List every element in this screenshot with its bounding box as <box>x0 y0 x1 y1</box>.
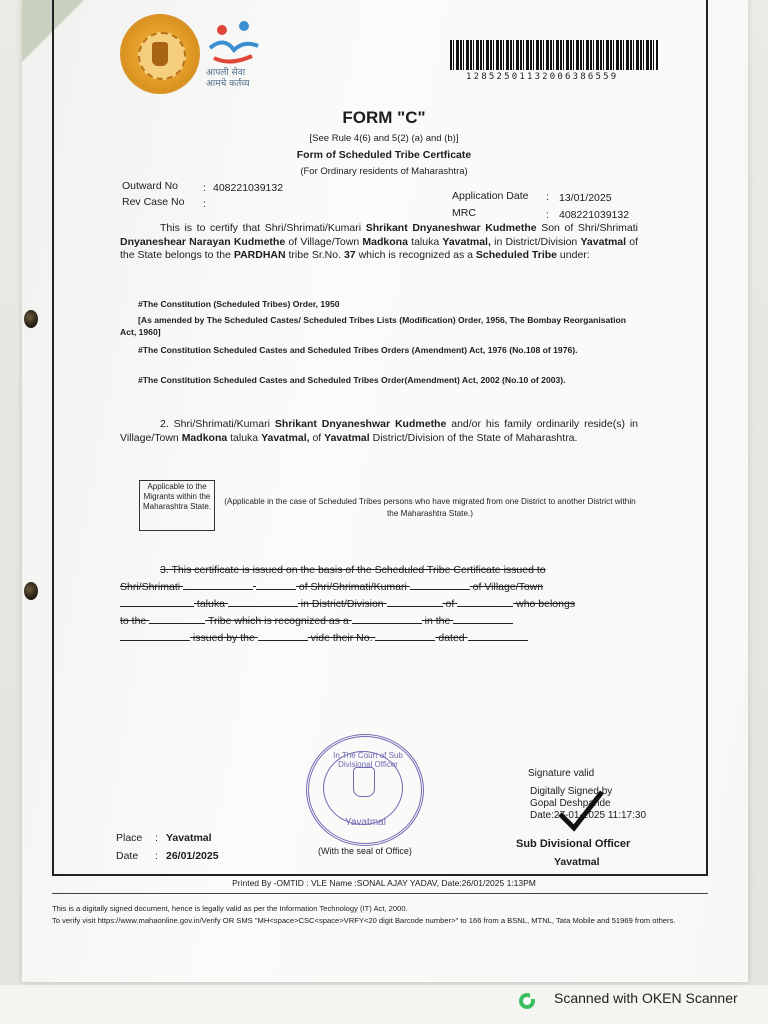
outward-sep: : <box>203 182 206 194</box>
footer-divider <box>52 874 708 876</box>
barcode-number: 12852501132006386559 <box>466 72 619 82</box>
rev-case-sep: : <box>203 198 206 210</box>
order-1976: #The Constitution Scheduled Castes and Scheduled Tribes Orders (Amendment) Act, 1976 (No.108 of 1976). <box>138 345 578 355</box>
footer-divider-2 <box>52 893 708 894</box>
aapli-seva-hands-icon <box>206 18 262 70</box>
application-date-value: 13/01/2025 <box>559 192 612 204</box>
application-date-sep: : <box>546 191 549 203</box>
application-date-label: Application Date <box>452 190 529 202</box>
tribe-name: PARDHAN <box>233 249 286 261</box>
ashoka-emblem-icon <box>353 767 375 797</box>
order-2002: #The Constitution Scheduled Castes and Scheduled Tribes Order(Amendment) Act, 2002 (No.10 of 2003). <box>138 375 566 385</box>
oken-scanner-icon <box>518 992 536 1010</box>
outward-label: Outward No <box>122 180 179 192</box>
digital-sign-note: This is a digitally signed document, hence is legally valid as per the Information Technology (IT) Act, 2000. To verify visit https://www.mahaonline.gov.in/Verify OR SMS "MH<space>CSC<space>VRFY<20 digit Barcode number>" to 166 from a BSNL, MTNL, Tata Mobile and 51969 from others. <box>52 904 676 925</box>
order-1956: [As amended by The Scheduled Castes/ Scheduled Tribes Lists (Modification) Order, 1956, The Bombay Reorganisation Act, 1960] <box>120 315 627 337</box>
mrc-sep: : <box>546 209 549 221</box>
order-1950: #The Constitution (Scheduled Tribes) Order, 1950 <box>138 299 340 309</box>
date-sep: : <box>155 850 158 862</box>
rev-case-label: Rev Case No <box>122 196 185 208</box>
outward-value: 408221039132 <box>213 182 284 194</box>
signature-valid: Signature valid <box>528 768 595 779</box>
father-name: Dnyaneshear Narayan Kudmethe <box>120 235 286 248</box>
date-label: Date <box>116 850 139 862</box>
place-value: Yavatmal <box>166 832 212 844</box>
applicant-name: Shrikant Dnyaneshwar Kudmethe <box>365 222 537 234</box>
form-title: FORM "C" <box>342 108 426 127</box>
barcode <box>450 40 658 70</box>
punch-hole-bottom <box>24 582 38 600</box>
maharashtra-seal-icon <box>120 14 200 94</box>
office-stamp <box>306 734 424 846</box>
place-sep: : <box>155 832 158 844</box>
logo-caption: आपली सेवा आमचे कर्तव्य <box>206 68 250 89</box>
printed-by: Printed By -OMTID : VLE Name :SONAL AJAY YADAV, Date:26/01/2025 1:13PM <box>232 878 536 888</box>
date-value: 26/01/2025 <box>166 850 219 862</box>
residence-paragraph: 2. Shri/Shrimati/Kumari Shrikant Dnyaneshwar Kudmethe and/or his family ordinarily reside(s) in Village/Town Madkona taluka Yavatmal, of Yavatmal District/Division of the State of Maharashtra. <box>120 418 639 444</box>
scanner-label: Scanned with OKEN Scanner <box>554 990 738 1006</box>
mrc-value: 408221039132 <box>559 209 630 221</box>
seal-note: (With the seal of Office) <box>318 846 412 856</box>
place-label: Place <box>116 832 143 844</box>
stamp-arc-text: In The Court of Sub Divisional Officer <box>333 751 403 769</box>
migrants-box: Applicable to the Migrants within the Maharashtra State. <box>139 480 215 531</box>
form-name: Form of Scheduled Tribe Certficate <box>296 149 472 161</box>
punch-hole-top <box>24 310 38 328</box>
mrc-label: MRC <box>452 207 476 219</box>
signature-details: Digitally Signed by Gopal Deshpande Date:27-01-2025 11:17:30 <box>530 786 647 821</box>
officer-place: Yavatmal <box>554 856 600 868</box>
form-scope: (For Ordinary residents of Maharashtra) <box>300 166 468 177</box>
stamp-text: Yavatmal <box>345 817 386 828</box>
para3-struck: 3. This certificate is issued on the basis of the Scheduled Tribe Certificate issued to Shri/Shrimati of Shri/Shrimati/Kumari of Village/Town taluka in District/Division of who belongs to the Tribe which is recognized as a in the issued by the vide their No. dated <box>120 564 576 644</box>
certify-paragraph: This is to certify that Shri/Shrimati/Kumari Shrikant Dnyaneshwar Kudmethe Son of Shri/Shrimati Dnyaneshear Narayan Kudmethe of Village/Town Madkona taluka Yavatmal, in District/Division Yavatmal of the State belongs to the PARDHAN tribe Sr.No. 37 which is recognized as a Scheduled Tribe under: <box>120 222 639 261</box>
officer-title: Sub Divisional Officer <box>516 838 631 850</box>
signature-valid-check-icon <box>556 786 606 836</box>
migrants-note: (Applicable in the case of Scheduled Tribes persons who have migrated from one District to another District within the Maharashtra State.) <box>224 497 636 518</box>
form-rule: [See Rule 4(6) and 5(2) (a) and (b)] <box>309 133 459 144</box>
